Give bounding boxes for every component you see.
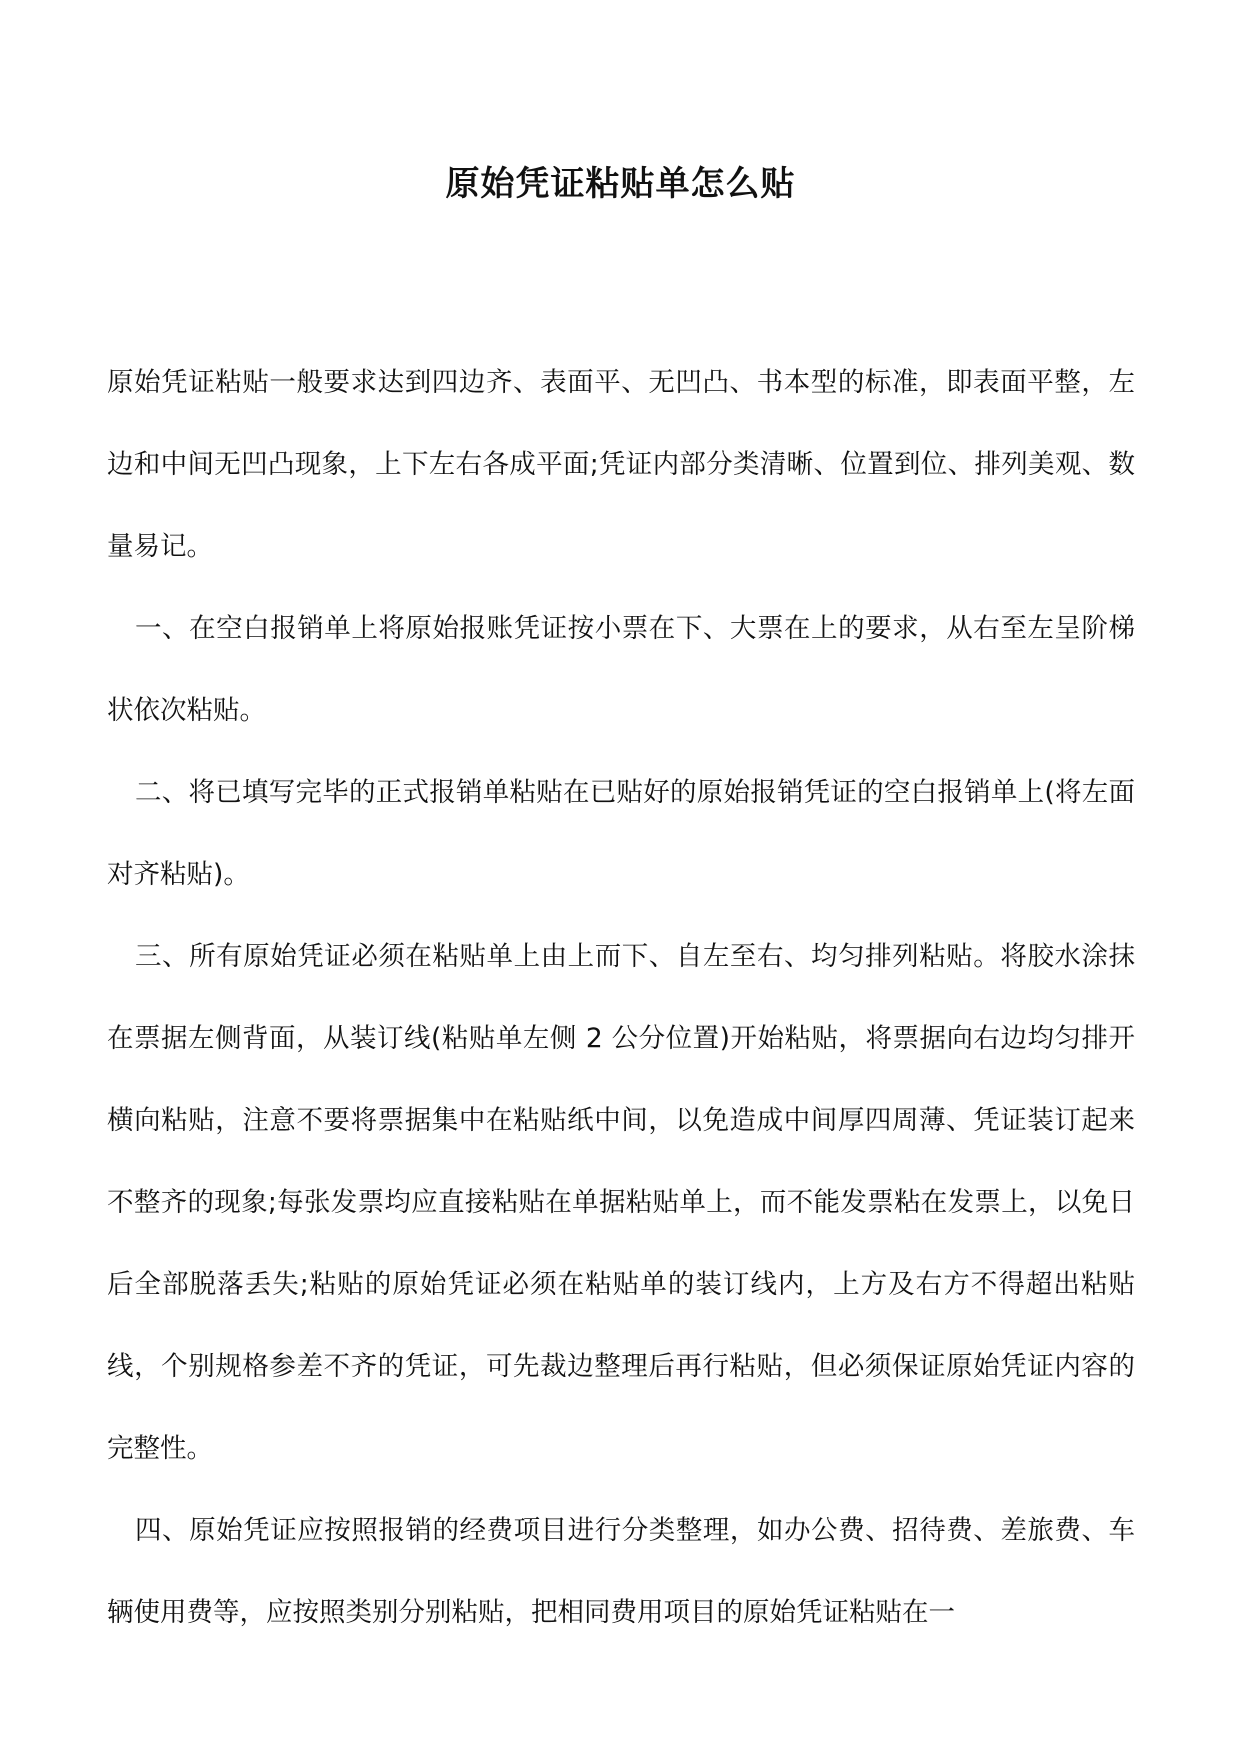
document-body	[107, 342, 1135, 1654]
paragraph-step-2: 二、将已填写完毕的正式报销单粘贴在已贴好的原始报销凭证的空白报销单上(将左面对齐粘贴)。	[107, 777, 1135, 890]
paragraph-step-3: 三、所有原始凭证必须在粘贴单上由上而下、自左至右、均匀排列粘贴。将胶水涂抹在票据左侧背面，从装订线(粘贴单左侧 2 公分位置)开始粘贴，将票据向右边均匀排开横向粘贴，注意不要将票据集中在粘贴纸中间，以免造成中间厚四周薄、凭证装订起来不整齐的现象;每张发票均应直接粘贴在单据粘贴单上，而不能发票粘在发票上，以免日后全部脱落丢失;粘贴的原始凭证必须在粘贴单的装订线内，上方及右方不得超出粘贴线，个别规格参差不齐的凭证，可先裁边整理后再行粘贴，但必须保证原始凭证内容的完整性。	[107, 941, 1135, 1464]
paragraph-intro: 原始凭证粘贴一般要求达到四边齐、表面平、无凹凸、书本型的标准，即表面平整，左边和中间无凹凸现象，上下左右各成平面;凭证内部分类清晰、位置到位、排列美观、数量易记。	[107, 367, 1135, 562]
document-title: 原始凭证粘贴单怎么贴	[445, 164, 796, 204]
paragraph-step-4: 四、原始凭证应按照报销的经费项目进行分类整理，如办公费、招待费、差旅费、车辆使用费等，应按照类别分别粘贴，把相同费用项目的原始凭证粘贴在一	[107, 1515, 1135, 1628]
paragraph-step-1: 一、在空白报销单上将原始报账凭证按小票在下、大票在上的要求，从右至左呈阶梯状依次粘贴。	[107, 613, 1135, 726]
